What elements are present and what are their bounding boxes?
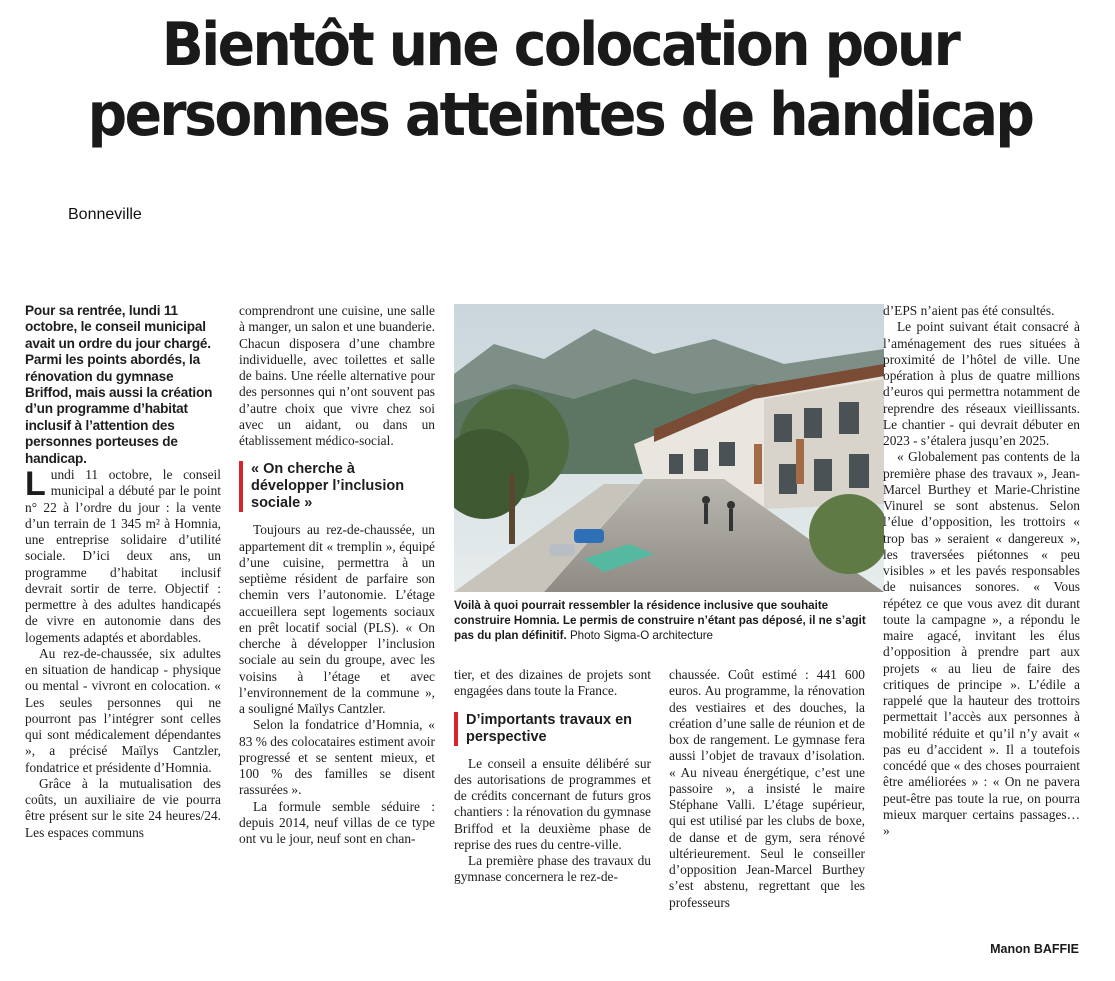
paragraph: Le conseil a ensuite délibéré sur des autorisations de programmes et de crédits concernant de futurs gros chantiers : la rénovation du gymnase Briffod et la deuxième phase de reprise des rues du centre-ville. bbox=[454, 755, 651, 852]
paragraph: Selon la fondatrice d’Homnia, « 83 % des colocataires estiment avoir progressé et se sentent mieux, et 100 % des familles se disent rassurées ». bbox=[239, 717, 435, 798]
article-column-3 bbox=[454, 667, 651, 886]
article-column-2 bbox=[239, 303, 435, 847]
author-signature: Manon BAFFIE bbox=[990, 942, 1079, 956]
first-paragraph-text: undi 11 octobre, le conseil municipal a débuté par le point n° 22 à l’ordre du jour : la vente d’un terrain de 1 345 m² à Homnia, une entreprise solidaire d’utilité sociale. D’ici deux ans, un programme d’habitat inclusif devrait sortir de terre. Objectif : permettre à des adultes handicapés de vivre en autonomie dans des logements adaptés et abordables. bbox=[25, 467, 221, 645]
subheading-travaux: D’importants travaux en perspective bbox=[454, 712, 651, 746]
first-paragraph bbox=[25, 467, 221, 646]
headline-line-1: Bientôt une colocation pour bbox=[161, 10, 959, 80]
photo-caption bbox=[454, 598, 886, 643]
paragraph: tier, et des dizaines de projets sont engagées dans toute la France. bbox=[454, 667, 651, 699]
paragraph: Au rez-de-chaussée, six adultes en situation de handicap - physique ou mental - vivront en colocation. « Les seules personnes qui ne pourront pas l’intégrer sont celles qui sont médicalement dépendantes », a précisé Maïlys Cantzler, fondatrice et présidente d’Homnia. bbox=[25, 645, 221, 775]
paragraph: La première phase des travaux du gymnase concernera le rez-de- bbox=[454, 853, 651, 885]
photo-credit: Photo Sigma-O architecture bbox=[569, 629, 714, 642]
lead-paragraph: Pour sa rentrée, lundi 11 octobre, le conseil municipal avait un ordre du jour chargé. Parmi les points abordés, la rénovation du gymnase Briffod, mais aussi la création d’un programme d’habitat inclusif à l’attention des personnes porteuses de handicap. bbox=[25, 303, 213, 466]
residence-rendering-photo bbox=[454, 304, 884, 592]
paragraph: Le point suivant était consacré à l’aménagement des rues situées à proximité de l’hôtel de ville. Une opération à plus de quatre millions d’euros qui permettra notamment de reprendre des réseaux vieillissants. Le chantier - qui devrait débuter en 2023 - s’étalera jusqu’en 2025. bbox=[883, 319, 1080, 448]
location-label: Bonneville bbox=[68, 206, 142, 223]
paragraph: Grâce à la mutualisation des coûts, un auxiliaire de vie pourra être présent sur le site 24 heures/24. Les espaces communs bbox=[25, 775, 221, 840]
photo-caption-text: Voilà à quoi pourrait ressembler la résidence inclusive que souhaite construire Homnia. Le permis de construire n’étant pas déposé, il ne s’agit pas du plan définitif. bbox=[454, 599, 866, 642]
headline-line-2: personnes atteintes de handicap bbox=[87, 80, 1033, 150]
article-column-4 bbox=[669, 667, 865, 911]
headline bbox=[63, 10, 1057, 150]
subheading-inclusion: « On cherche à développer l’inclusion sociale » bbox=[239, 461, 435, 512]
paragraph: « Globalement pas contents de la première phase des travaux », Jean-Marcel Burthey et Marie-Christine Vinurel se sont abstenus. Selon l’élue d’opposition, les trottoirs « trop bas » seraient « dangereux », les traversées piétonnes « peu visibles » et les pavés responsables de nuisances sonores. « Vous répétez ce que vous avez dit durant toute la campagne », a répondu le maire agacé, invitant les élus d’opposition à prendre part aux projets « au lieu de faire des critiques de principe ». L’édile a rappelé que la hauteur des trottoirs permettait l’accès aux personnes à mobilité réduite et qu’il n’y avait « pas eu d’accident ». Il a toutefois concédé que « des choses pourraient être améliorées » : « On ne pavera peut-être pas toute la rue, on pourra mieux marquer certains passages… » bbox=[883, 449, 1080, 838]
drop-cap: L bbox=[25, 465, 46, 504]
article-column-1 bbox=[25, 303, 221, 841]
article-column-5 bbox=[883, 303, 1080, 839]
paragraph: La formule semble séduire : depuis 2014, neuf villas de ce type ont vu le jour, neuf sont en chan- bbox=[239, 798, 435, 846]
paragraph: Toujours au rez-de-chaussée, un appartement dit « tremplin », équipé d’une cuisine, permettra à un septième résident de parfaire son chemin vers l’autonomie. L’étage accueillera sept logements sociaux en prêt locatif social (PLS). « On cherche à développer l’inclusion sociale au sein du groupe, avec les voisins à l’étage et avec l’environnement de la commune », a souligné Maïlys Cantzler. bbox=[239, 522, 435, 716]
paragraph: chaussée. Coût estimé : 441 600 euros. Au programme, la rénovation des vestiaires et des douches, la création d’une salle de réunion et de box de rangement. Le gymnase fera aussi l’objet de travaux d’isolation. « Au niveau énergétique, c’est une passoire », a insisté le maire Stéphane Valli. L’étage supérieur, qui est utilisé par les clubs de boxe, de danse et de gym, sera rénové ultérieurement. Seul le conseiller d’opposition Jean-Marcel Burthey s’est abstenu, regrettant que les professeurs bbox=[669, 667, 865, 910]
paragraph: comprendront une cuisine, une salle à manger, un salon et une buanderie. Chacun disposera d’une chambre individuelle, avec toilettes et salle de bains. Une réelle alternative pour des personnes qui n’ont souvent pas d’autre choix que vivre chez soi avec un aidant, ou dans un établissement médico-social. bbox=[239, 303, 435, 448]
paragraph: d’EPS n’aient pas été consultés. bbox=[883, 303, 1055, 318]
